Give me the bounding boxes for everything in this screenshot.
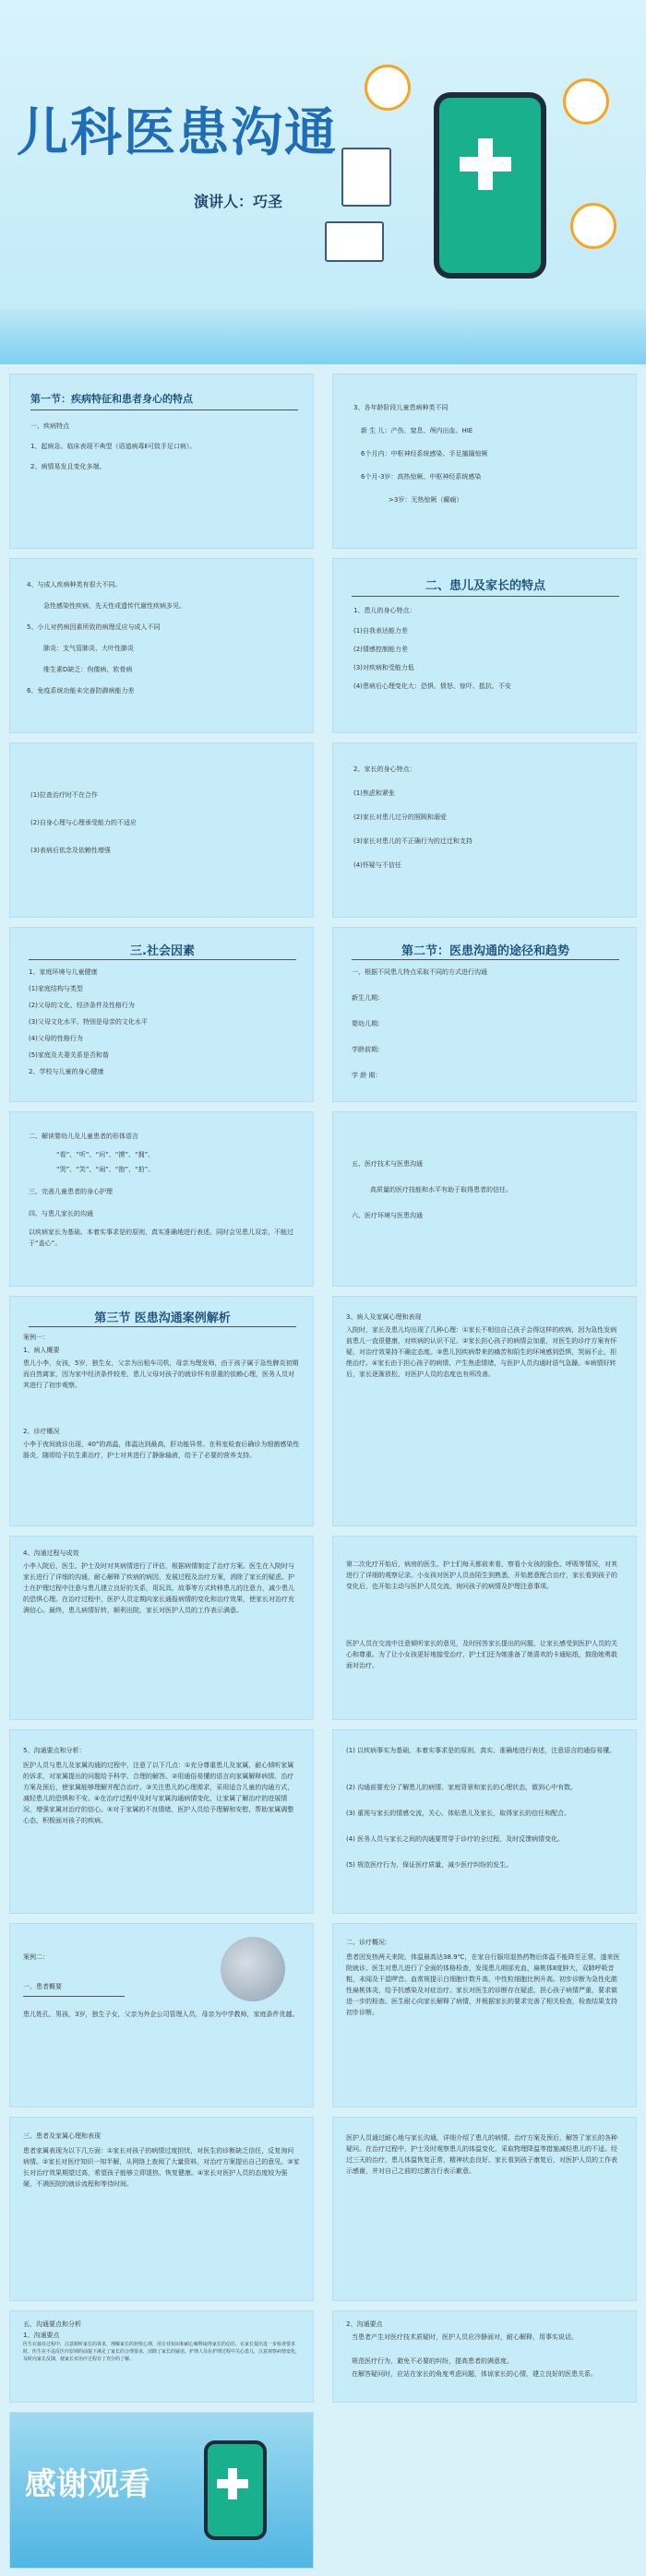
patient-avatar-icon: [570, 203, 616, 249]
slide-disease-features: 第一节：疾病特征和患者身心的特点 一、疾病特点 1、起病急、临床表现不典型（语道病毒Ⅱ可致手足口病）。 2、病情易发且变化多端。: [9, 374, 314, 549]
section-heading: 三.社会因素: [130, 944, 195, 958]
slide-case-two: 案例二： 一、患者概要 患儿姓孔，男孩，3岁，独生子女，父亲为外企公司管理人员，母亲为中学教师，家庭条件优越。: [9, 1923, 314, 2107]
slide-age-disease: 3、各年龄阶段儿童患病种类不同 新 生 儿：产伤、窒息、颅内出血、HIE 6个月内：中枢神经系统感染、手足搐搦惊厥 6个月-3岁：高热惊厥、中枢神经系统感染 >3岁：无热惊厥（癫痫）: [332, 374, 637, 549]
doctor-avatar-icon: [365, 65, 411, 111]
page-title: 儿科医患沟通: [17, 102, 338, 163]
section-heading: 第一节：疾病特征和患者身心的特点: [30, 393, 193, 405]
slide-case-two-process: 医护人员通过耐心地与家长沟通，详细介绍了患儿的病情、治疗方案及预后，解答了家长的各种疑问。在治疗过程中，护士及时观察患儿的体温变化，采取物理降温等措施减轻患儿的不适。经过三天的治疗，患儿体温恢复正常，精神状态良好。家长看到孩子康复后，对医护人员的工作表示感谢，并对自己之前的过激言行表示歉意。: [332, 2117, 637, 2301]
slide-behavior: (1)拉查治疗时不在合作 (2)自身心理与心理承受能力的不适应 (3)表病后依念及依赖性增强: [9, 742, 314, 918]
slide-parent-traits: 2、家长的身心特点： (1)焦虑和紧张 (2)家长对患儿过分的照顾和溺爱 (3)家长对患儿的不正确行为的迁迁和支持 (4)怀疑与不信任: [332, 742, 637, 918]
section-heading: 第二节：医患沟通的途径和趋势: [401, 944, 569, 958]
slide-case-two-family: 三、患者及家属心理和表现 患者家属表现为以下几方面：①家长对孩子的病情过度担忧，对医生的诊断缺乏信任，反复询问病情。②家长对医疗知识一知半解，从网络上查阅了大量资料，对治疗方案提出自己的意见。③家长对治疗效果期望过高，希望孩子能够立即退热、恢复健康。④家长对医护人员的态度较为强硬，不满医院的就诊流程和等待时间。: [9, 2117, 314, 2301]
slide-disease-types: 4、与成人疾病种类有很大不同。 急性感染性疾病、先天性或遗传代谢性疾病多见。 5、小儿对药病因素所致的病理反应与成人不同 肺炎：支气管肺炎、大叶性肺炎 维生素D缺乏：佝偻病、软骨病 6、免疫系统功能未完善防御病能力差: [9, 558, 314, 733]
slide-second-chemo: 第二次化疗开始后，病房的医生、护士们每天都前来看，察看小女孩的脸色、呼吸等情况，对其进行了详细的观察记录。小女孩对医护人员由陌生到熟悉，开始愿意配合治疗，家长看到孩子的变化后，也开始主动与医护人员交流，询问孩子的病情及护理注意事项。 医护人员在交流中注意倾听家长的意见，及时回答家长提出的问题，让家长感受到医护人员的关心和尊重。为了让小女孩更好地接受治疗，护士们还为她准备了她喜欢的卡通贴纸，鼓励她勇敢面对治疗。: [332, 1536, 637, 1720]
slide-communication-process: 4、沟通过程与成效 小李入院后，医生、护士及时对其病情进行了评估，根据病情制定了治疗方案。医生在入院时与家长进行了详细的沟通，耐心解释了疾病的病因、发展过程及治疗方案，消除了家长的疑虑。护士在护理过程中注意与患儿建立良好的关系，用玩具、故事等方式转移患儿的注意力，减少患儿的恐惧心理。在治疗过程中，医护人员定期向家长通报病情的变化和治疗效果，使家长对治疗充满信心。最终，患儿病情好转，顺利出院，家长对医护人员的工作表示满意。: [9, 1536, 314, 1720]
nurse-avatar-icon: [563, 78, 609, 125]
speaker-label: 演讲人：巧圣: [194, 193, 283, 210]
slide-case-analysis: 第三节 医患沟通案例解析 案例一： 1、病人概要 患儿小李，女孩，5岁，独生女，父亲为出租车司机，母亲为理发师，由于孩子属于急性脾炎初期而自然离家，因为家中经济条件较差，患儿父母对孩子的就诊怀有很重的依赖心理，医务人员对其进行了初步观察。 2、诊疗概况 小李于夜间就诊出现，40°的高温，体温达到最高，肝功能异常。在科室检查后确诊为细菌感染性肠炎，随即给予抗生素治疗，护士对其进行了静脉输液，给予了必要的营养支持。: [9, 1296, 314, 1526]
thanks-title: 感谢观看: [25, 2466, 150, 2503]
slide-principles: (1) 以疾病事实为基础，本着实事求是的原则，真实、准确地进行表述，注意语言的通俗易懂。 (2) 沟通前要充分了解患儿的病情、家庭背景和家长的心理状态，做到心中有数。 (3) 重视与家长的情感交流，关心、体贴患儿及家长，取得家长的信任和配合。 (4) 医务人员与家长之间的沟通要贯穿于诊疗的全过程，及时反馈病情变化。 (5) 规范医疗行为，保证医疗质量，减少医疗纠纷的发生。: [332, 1729, 637, 1914]
envelope-icon: [325, 221, 384, 262]
patient-photo: [221, 1937, 285, 2001]
thanks-slide: [9, 2412, 314, 2569]
slide-diagnosis: 二、诊疗概况： 患者因发热两天来院，体温最高达38.9℃，在家自行服用退热药物后体温不能降至正常，遂来医院就诊。医生对患儿进行了全面的体格检查，发现患儿咽部充血，扁桃体Ⅱ度肿大，双肺呼吸音粗，未闻及干湿啰音。血常规提示白细胞计数升高，中性粒细胞比例升高。初步诊断为急性化脓性扁桃体炎，给予抗感染及对症治疗。家长对医生的诊断存在疑虑，担心孩子病情严重，要求做进一步的检查。医生耐心向家长解释了病情，并根据家长的要求完善了相关检查，检查结果支持初步诊断。: [332, 1923, 637, 2107]
document-icon: [341, 148, 391, 207]
section-heading: 二、患儿及家长的特点: [425, 579, 545, 593]
section-heading: 第三节 医患沟通案例解析: [94, 1312, 231, 1325]
cover-slide: [0, 0, 646, 364]
slide-case-two-analysis: 五、沟通要点和分析 1、沟通要点 医生在接诊过程中，注意倾听家长的诉求，理解家长的担忧心理，用专业知识和耐心解释取得家长的信任。在家长提出进一步检查要求时，医生在不违反医疗原则的前提下满足了家长的合理要求，消除了家长的疑虑。护理人员在护理过程中关心患儿，注意观察病情变化，及时向家长反馈，使家长对治疗过程有了充分的了解。: [9, 2310, 314, 2403]
slide-social-factors: 三.社会因素 1、家庭环境与儿童健康 (1)家庭结构与类型 (2)父母的文化、经济条件及性格行为 (3)父母文化水平、特别是母亲的文化水平 (4)父母的性格行为 (5)家庭及夫妻关系是否和谐 2、学校与儿童的身心健康: [9, 927, 314, 1102]
cover-wave: [0, 309, 646, 364]
slide-family-psychology: 3、病人及家属心理和表现 入院时，家长及患儿均出现了几种心理：①家长不相信自己孩子会得这样的疾病，因为急性发病前患儿一直很健康，对疾病的认识不足。②家长担心孩子的病情会加重，对医生的诊疗方案有怀疑，对治疗效果持不确定态度。③患儿因疾病带来的痛苦和陌生的环境感到恐惧，哭闹不止，拒绝治疗。④家长由于担心孩子的病情，产生焦虑情绪，与医护人员沟通时语气急躁。⑤病情好转后，家长逐渐放松，对医护人员的态度也有所改善。: [332, 1296, 637, 1526]
slide-case-two-keypoints: 2、沟通要点 当患者产生对医疗技术质疑时，医护人员应冷静面对，耐心解释，用事实说话。 规范医疗行为，避免不必要的纠纷，提高患者的满意度。 在解答疑问时，应站在家长的角度考虑问题，体谅家长的心情，建立良好的医患关系。: [332, 2310, 637, 2403]
slide-body-language: 二、解读婴幼儿及儿童患者的形体语言 “看”、“听”、“问”、“摸”、“拥”、 “哭”、“笑”、“闹”、“抱”、“拍”。 三、完善儿童患者的身心护理 四、与患儿家长的沟通 以疾病家长为基础、本着实事求是的原则，真实准确地进行表述。同时会见患儿双亲，不能过于“盖心”。: [9, 1111, 314, 1287]
slide-medical-tech: 五、医疗技术与医患沟通 高质量的医疗技能和水平有助于取得患者的信任。 六、医疗环境与医患沟通: [332, 1111, 637, 1287]
slide-communication-ways: 第二节：医患沟通的途径和趋势 一、根据不同患儿特点采取不同的方式进行沟通 新生儿期： 婴幼儿期： 学龄前期： 学 龄 期：: [332, 927, 637, 1102]
slide-patient-family: 二、患儿及家长的特点 1、患儿的身心特点： (1)自我表达能力差 (2)情感控制能力差 (3)对疾病和受能力低 (4)患病后心理变化大：恐惧、愤怒、惊吓、抵抗、不安: [332, 558, 637, 733]
slide-key-points: 5、沟通要点和分析： 医护人员与患儿及家属沟通的过程中，注意了以下几点：①充分尊重患儿及家属，耐心倾听家属的诉求，对家属提出的问题给予科学、合理的解答。②用通俗易懂的语言向家属解释病情、治疗方案及预后，使家属能够理解并配合治疗。③关注患儿的心理需求，采用适合儿童的沟通方式，减轻患儿的恐惧和不安。④在治疗过程中及时与家属沟通病情变化，让家属了解治疗的进展情况，增强家属对治疗的信心。⑤对于家属的不良情绪，医护人员给予理解和安慰，帮助家属调整心态，积极面对孩子的疾病。: [9, 1729, 314, 1914]
